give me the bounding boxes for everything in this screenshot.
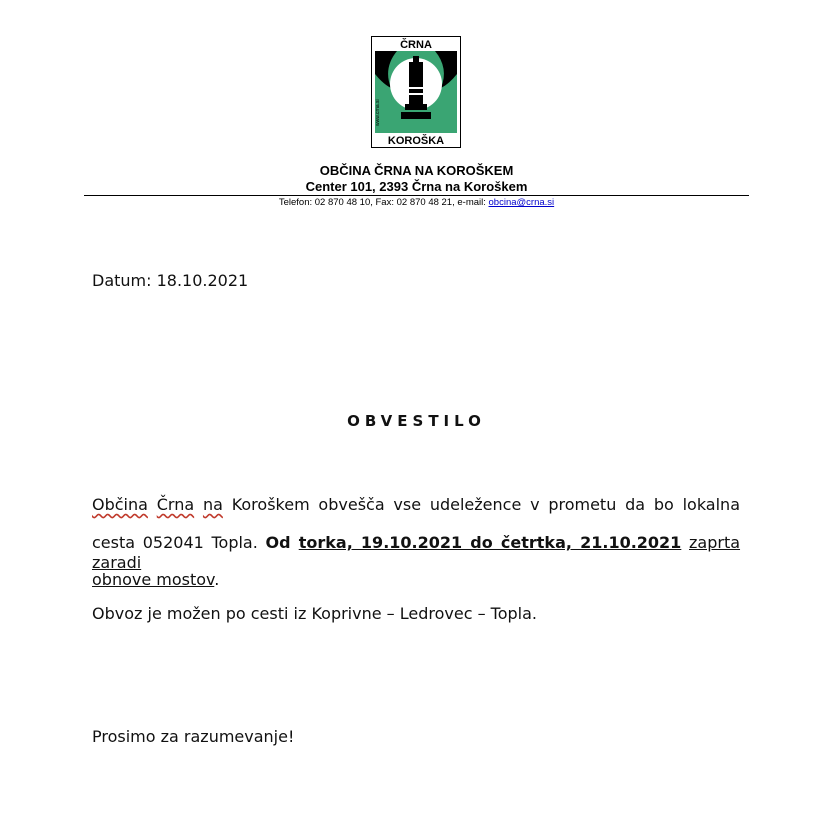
body-text: . [214,570,220,589]
closing-line: Prosimo za razumevanje! [92,727,295,746]
body-text: na [202,495,223,514]
logo-side-text: www.crna.si [375,99,381,126]
municipality-logo [371,36,461,148]
logo-bottom-text: KOROŠKA [387,135,445,147]
body-text: Koroškem obvešča vse udeležence v prometu da bo lokalna [222,495,741,514]
notice-heading: OBVESTILO [347,412,486,430]
body-text: Črna [156,495,195,514]
email-link[interactable]: obcina@crna.si [488,197,555,208]
detour-line: Obvoz je možen po cesti iz Koprivne – Ledrovec – Topla. [92,604,538,623]
closure-reason: zaprta zaradi [92,533,741,572]
header-divider [84,195,749,196]
org-address: Center 101, 2393 Črna na Koroškem [305,179,528,194]
body-text: Občina [92,495,148,514]
org-name: OBČINA ČRNA NA KOROŠKEM [319,163,514,178]
contact-prefix: Telefon: 02 870 48 10, Fax: 02 870 48 21, e-mail: [278,197,489,208]
logo-top-text: ČRNA [400,39,432,51]
body-line-1 [92,495,740,515]
date-range: torka, 19.10.2021 do četrtka, 21.10.2021 [298,533,682,552]
body-bold-text: Od [265,533,299,552]
closure-reason-cont: obnove mostov [92,570,215,589]
contact-line [84,197,749,209]
body-text [194,495,203,514]
body-text [148,495,157,514]
body-line-3 [92,570,740,590]
body-text [681,533,689,552]
date-line: Datum: 18.10.2021 [92,271,249,290]
body-text: cesta 052041 Topla. [92,533,266,552]
body-line-2 [92,533,740,573]
